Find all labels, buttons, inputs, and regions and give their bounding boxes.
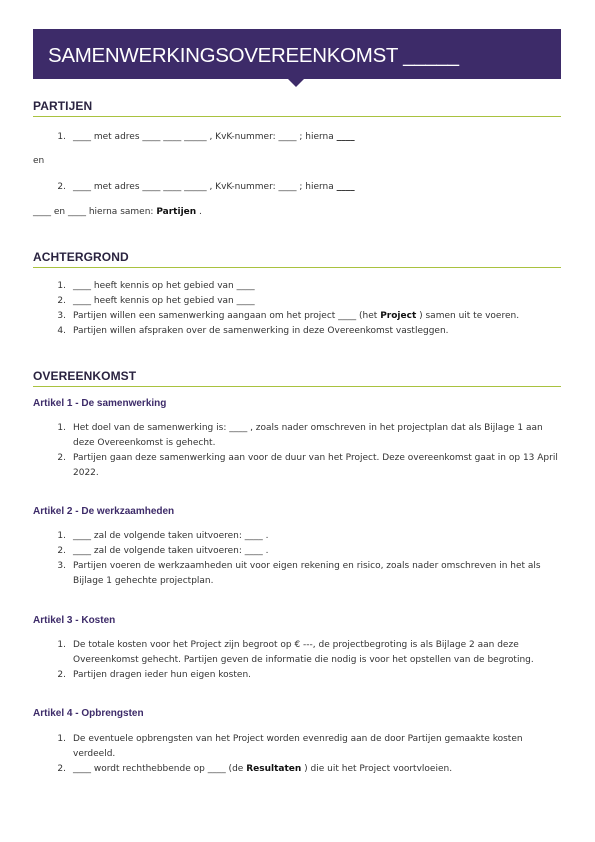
article-2-title: Artikel 2 - De werkzaamheden: [33, 506, 175, 517]
list-number: 2.: [57, 764, 66, 774]
list-item-continued: verdeeld.: [73, 749, 116, 759]
section-overeenkomst: [33, 369, 561, 387]
list-item: ____ wordt rechthebbende op ____ (de Resultaten ) die uit het Project voortvloeien.: [73, 764, 453, 774]
party-2-text: ____ met adres ____ ____ _____ , KvK-nummer: ____ ; hierna ____: [73, 182, 355, 192]
list-item: ____ zal de volgende taken uitvoeren: ____ .: [73, 531, 269, 541]
party-1-alias: ____: [336, 132, 355, 142]
list-number: 4.: [57, 326, 66, 336]
article-1-title: Artikel 1 - De samenwerking: [33, 398, 167, 409]
list-number: 2.: [57, 670, 66, 680]
list-item: Het doel van de samenwerking is: ____ , zoals nader omschreven in het projectplan dat als Bijlage 1 aan: [73, 423, 543, 433]
list-item: De totale kosten voor het Project zijn begroot op € ---, de projectbegroting is als Bijlage 2 aan deze: [73, 640, 519, 650]
list-number: 2.: [57, 296, 66, 306]
party-2-number: 2.: [57, 182, 66, 192]
list-number: 3.: [57, 561, 66, 571]
list-number: 3.: [57, 311, 66, 321]
list-number: 2.: [57, 546, 66, 556]
list-item: ____ heeft kennis op het gebied van ____: [73, 296, 255, 306]
list-number: 2.: [57, 453, 66, 463]
article-3-title: Artikel 3 - Kosten: [33, 615, 116, 626]
section-partijen: [33, 99, 561, 117]
article-4-title: Artikel 4 - Opbrengsten: [33, 708, 144, 719]
banner-arrow: [288, 79, 304, 87]
partijen-term: Partijen: [156, 207, 197, 217]
list-number: 1.: [57, 281, 66, 291]
section-title-overeenkomst: OVEREENKOMST: [33, 369, 561, 387]
party-1-text: ____ met adres ____ ____ _____ , KvK-nummer: ____ ; hierna ____: [73, 132, 355, 142]
list-item: Partijen gaan deze samenwerking aan voor de duur van het Project. Deze overeenkomst gaat in op 13 April: [73, 453, 558, 463]
list-item: Partijen willen afspraken over de samenwerking in deze Overeenkomst vastleggen.: [73, 326, 449, 336]
list-item: ____ zal de volgende taken uitvoeren: ____ .: [73, 546, 269, 556]
section-achtergrond: [33, 250, 561, 268]
list-item-continued: 2022.: [73, 468, 99, 478]
list-item: ____ heeft kennis op het gebied van ____: [73, 281, 255, 291]
parties-together-text: ____ en ____ hierna samen: Partijen .: [33, 207, 202, 217]
list-item: Partijen dragen ieder hun eigen kosten.: [73, 670, 252, 680]
list-item-continued: deze Overeenkomst is gehecht.: [73, 438, 216, 448]
list-item-continued: Bijlage 1 gehechte projectplan.: [73, 576, 214, 586]
list-number: 1.: [57, 734, 66, 744]
resultaten-term: Resultaten: [246, 764, 302, 774]
project-term: Project: [380, 311, 417, 321]
list-item: Partijen willen een samenwerking aangaan om het project ____ (het Project ) samen uit te voeren.: [73, 311, 520, 321]
title-banner: [33, 29, 561, 79]
party-2-alias: ____: [336, 182, 355, 192]
list-number: 1.: [57, 531, 66, 541]
party-1-number: 1.: [57, 132, 66, 142]
section-title-partijen: PARTIJEN: [33, 99, 561, 117]
en-text: en: [33, 156, 45, 166]
section-title-achtergrond: ACHTERGROND: [33, 250, 561, 268]
document-title: SAMENWERKINGSOVEREENKOMST _____: [48, 44, 459, 67]
list-item: De eventuele opbrengsten van het Project worden evenredig aan de door Partijen gemaakte kosten: [73, 734, 523, 744]
list-item: Partijen voeren de werkzaamheden uit voor eigen rekening en risico, zoals nader omschreven in het als: [73, 561, 541, 571]
list-number: 1.: [57, 640, 66, 650]
list-number: 1.: [57, 423, 66, 433]
list-item-continued: Overeenkomst gehecht. Partijen geven de informatie die nodig is voor het opstellen van de begroting.: [73, 655, 534, 665]
